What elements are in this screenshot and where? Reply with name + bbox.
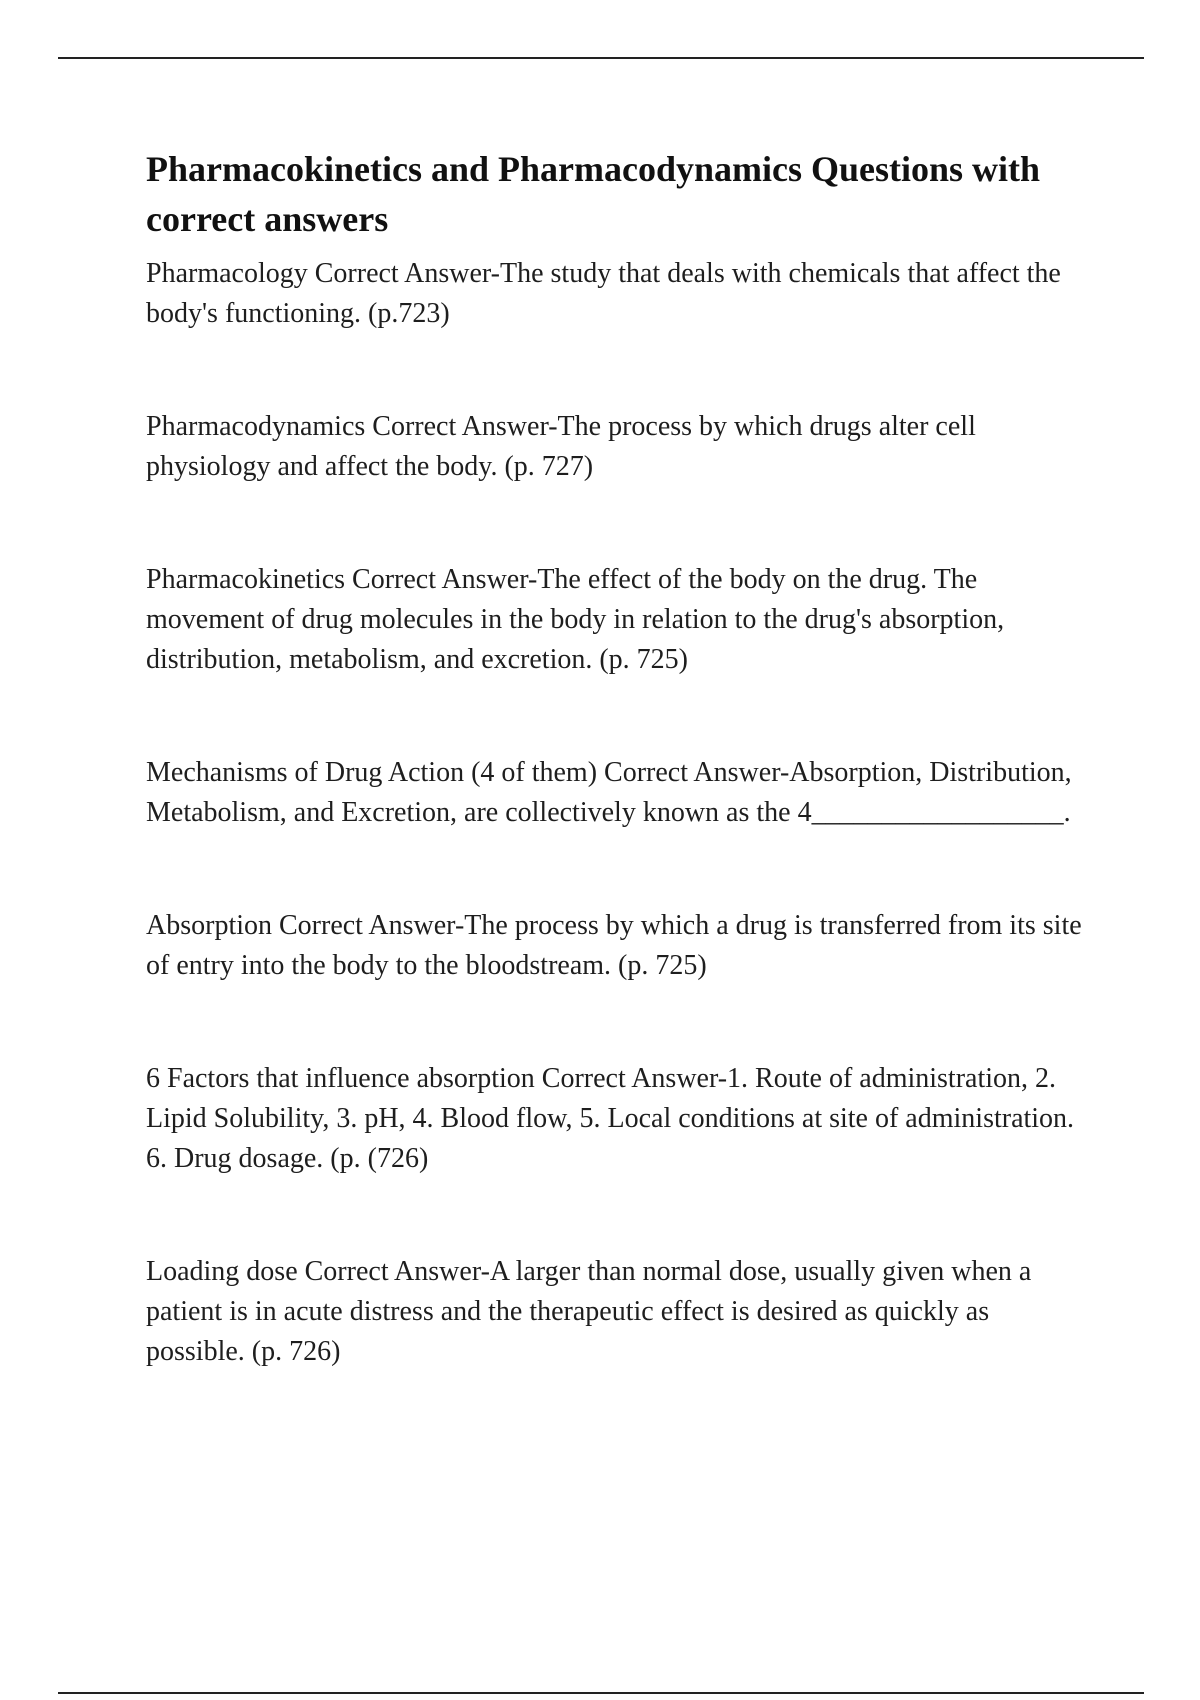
- footer-rule: [58, 1692, 1144, 1694]
- qa-entry-pharmacodynamics: Pharmacodynamics Correct Answer-The process by which drugs alter cell physiology and affect the body. (p. 727): [146, 411, 976, 482]
- qa-entry-mechanisms: Mechanisms of Drug Action (4 of them) Correct Answer-Absorption, Distribution, Metabolism, and Excretion, are collectively known as the 4__________________.: [146, 757, 1072, 828]
- header-rule: [58, 57, 1144, 59]
- qa-entry-absorption-factors: 6 Factors that influence absorption Correct Answer-1. Route of administration, 2. Lipid Solubility, 3. pH, 4. Blood flow, 5. Local conditions at site of administration. 6. Drug dosage. (p. (726): [146, 1063, 1075, 1174]
- qa-entry-pharmacology: Pharmacology Correct Answer-The study that deals with chemicals that affect the body's functioning. (p.723): [146, 258, 1061, 329]
- qa-entry-loading-dose: Loading dose Correct Answer-A larger than normal dose, usually given when a patient is in acute distress and the therapeutic effect is desired as quickly as possible. (p. 726): [146, 1256, 1032, 1367]
- qa-list: [146, 254, 1086, 1372]
- document-title: Pharmacokinetics and Pharmacodynamics Questions with correct answers: [146, 149, 1041, 239]
- qa-entry-absorption: Absorption Correct Answer-The process by which a drug is transferred from its site of entry into the body to the bloodstream. (p. 725): [146, 910, 1082, 981]
- page-content: [146, 144, 1086, 1372]
- qa-entry-pharmacokinetics: Pharmacokinetics Correct Answer-The effect of the body on the drug. The movement of drug molecules in the body in relation to the drug's absorption, distribution, metabolism, and excretion. (p. 725): [146, 564, 1005, 675]
